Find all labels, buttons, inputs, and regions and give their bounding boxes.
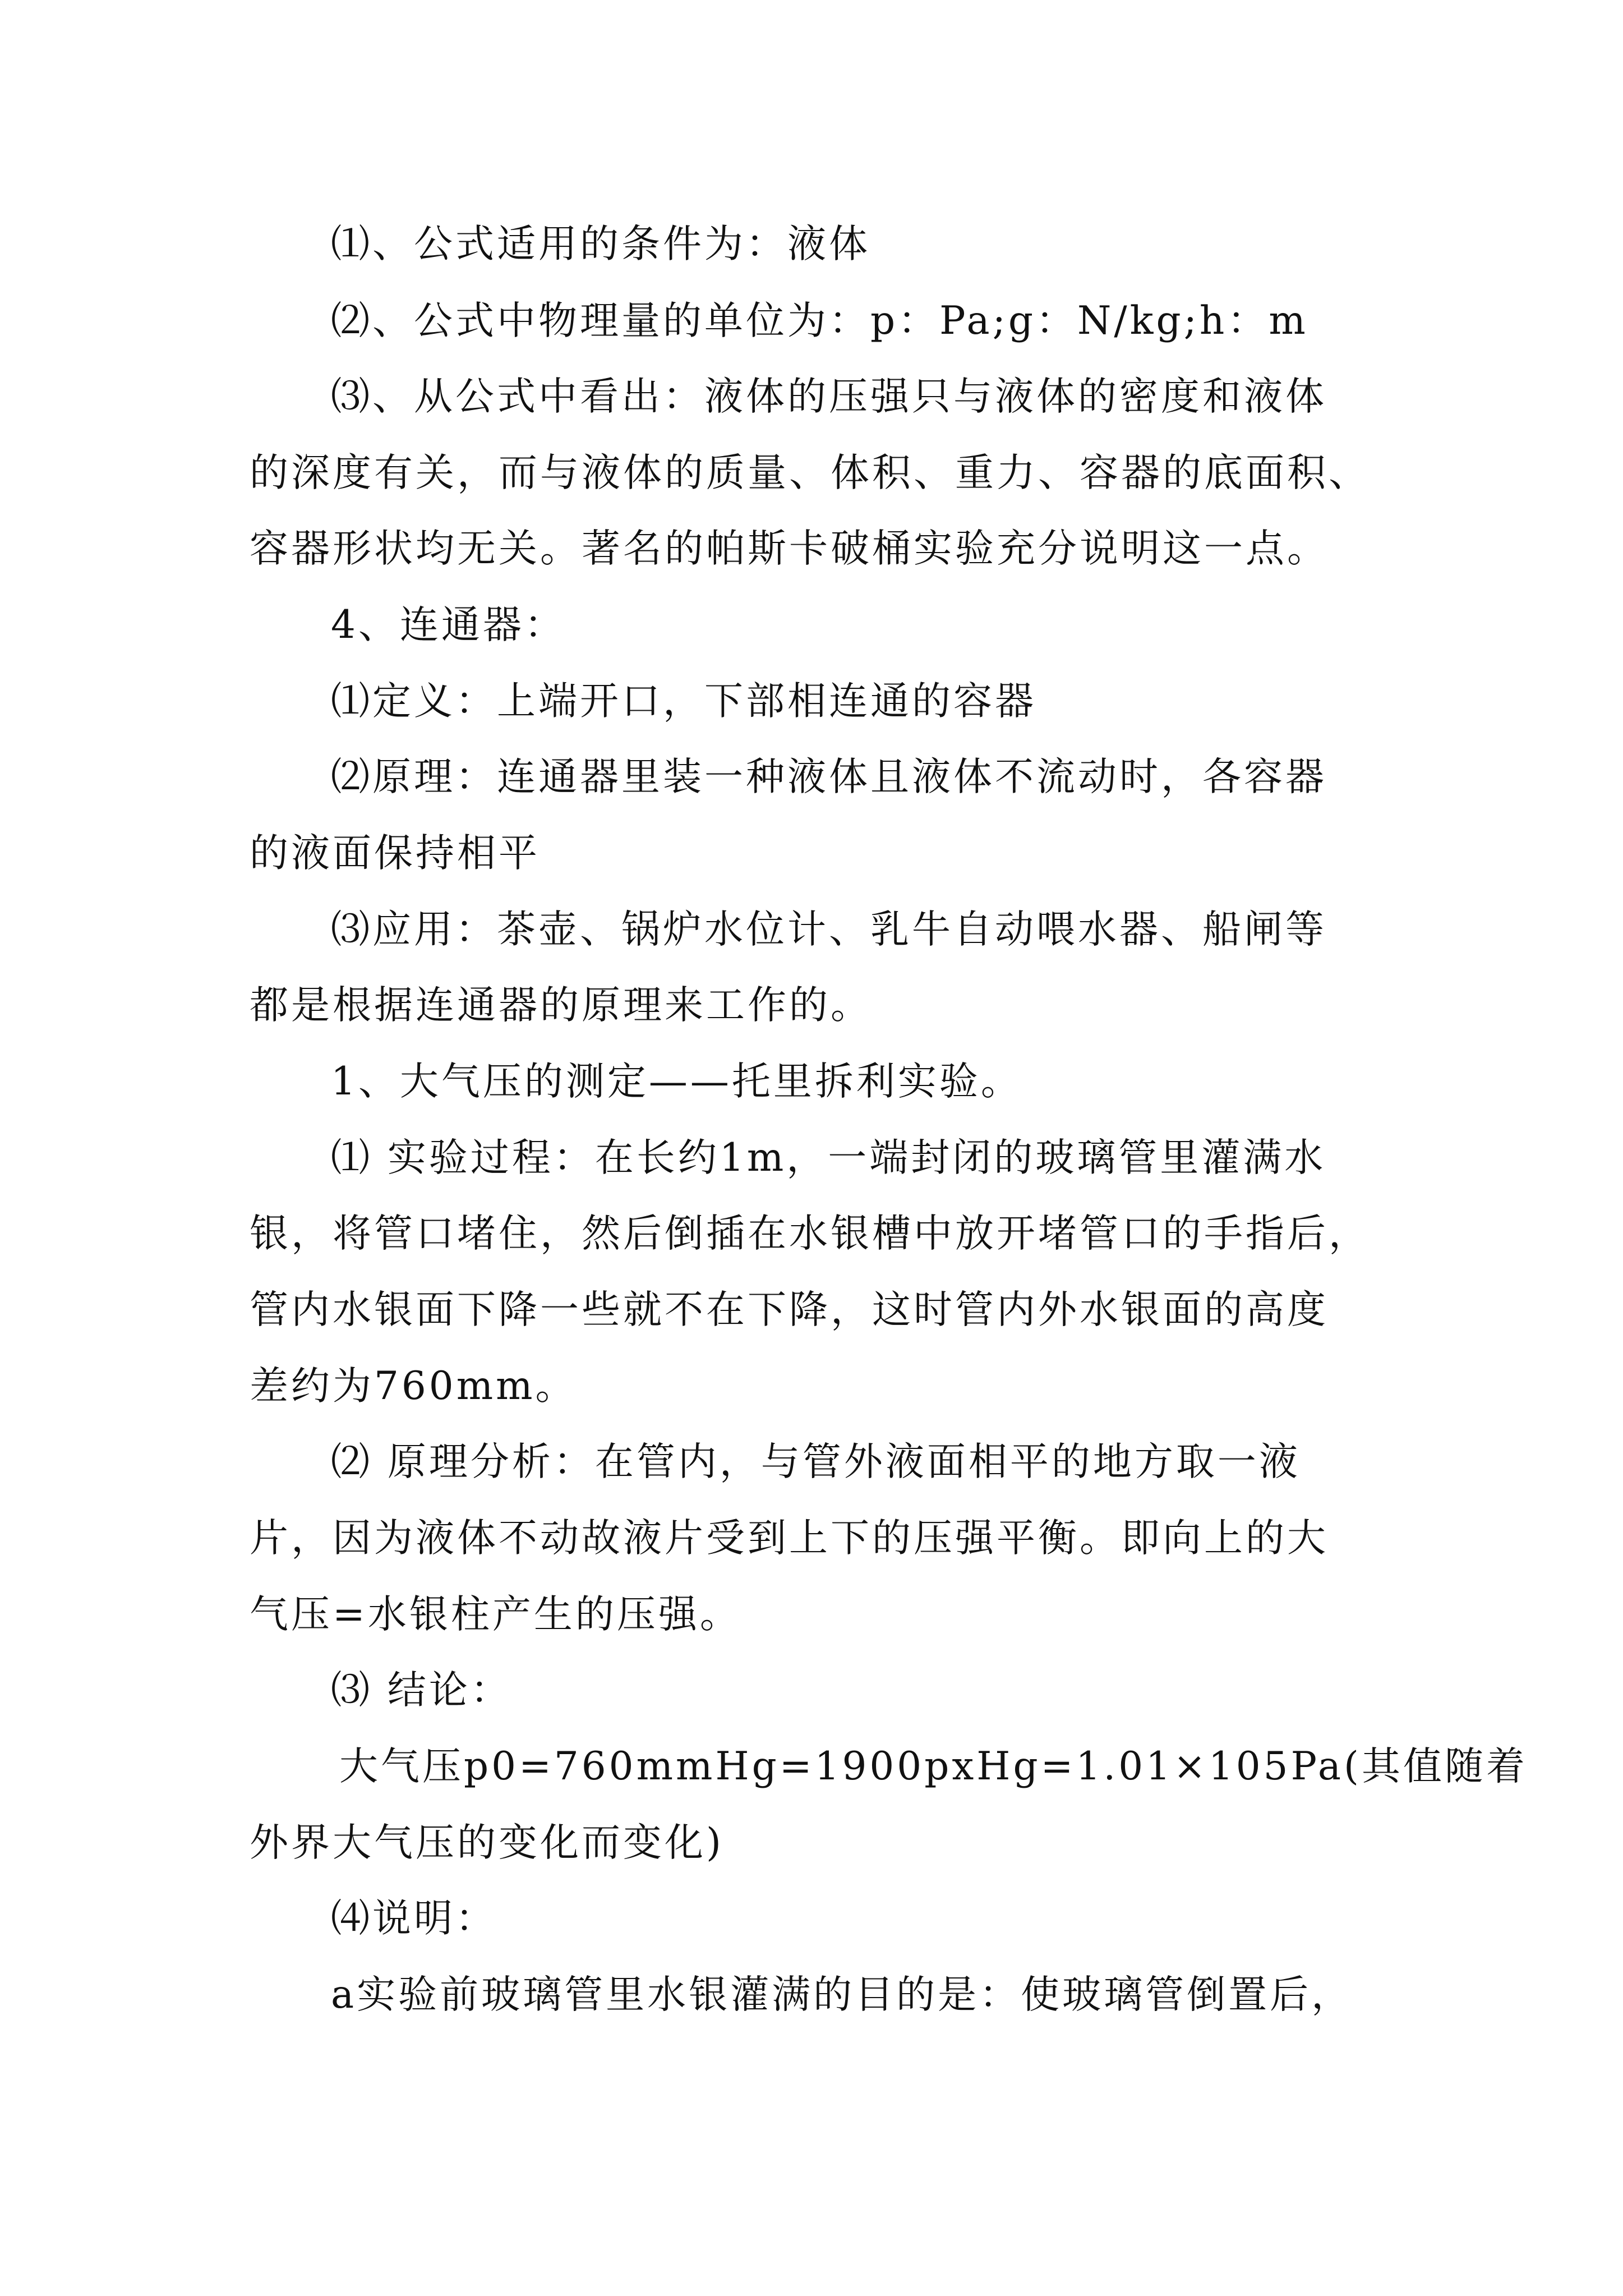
text-line: 外界大气压的变化而变化) [250,1820,724,1865]
text-line: 大气压p0=760mmHg=1900pxHg=1.01×105Pa(其值随着 [339,1744,1528,1789]
text-line: 气压=水银柱产生的压强。 [250,1592,741,1637]
text-line: a实验前玻璃管里水银灌满的目的是：使玻璃管倒置后， [331,1972,1353,2017]
text-line: ⑵原理：连通器里装一种液体且液体不流动时，各容器 [331,754,1327,799]
text-line: ⑶、从公式中看出：液体的压强只与液体的密度和液体 [331,374,1327,419]
text-line: 的液面保持相平 [250,831,540,876]
text-line: 银，将管口堵住，然后倒插在水银槽中放开堵管口的手指后， [250,1211,1370,1256]
text-line: 的深度有关，而与液体的质量、体积、重力、容器的底面积、 [250,450,1370,495]
text-line: 管内水银面下降一些就不在下降，这时管内外水银面的高度 [250,1287,1329,1332]
text-line: ⑵、公式中物理量的单位为：p：Pa;g：N/kg;h：m [331,298,1308,343]
text-line: 都是根据连通器的原理来工作的。 [250,983,872,1028]
text-line: 4、连通器： [331,602,566,647]
text-line: ⑶ 结论： [331,1668,512,1713]
text-line: ⑵ 原理分析：在管内，与管外液面相平的地方取一液 [331,1439,1301,1484]
text-line: 差约为760mm。 [250,1364,577,1409]
text-line: 片，因为液体不动故液片受到上下的压强平衡。即向上的大 [250,1516,1329,1561]
text-line: ⑴ 实验过程：在长约1m，一端封闭的玻璃管里灌满水 [331,1135,1326,1180]
text-line: 容器形状均无关。著名的帕斯卡破桶实验充分说明这一点。 [250,526,1329,571]
text-line: 1、大气压的测定——托里拆利实验。 [331,1059,1022,1104]
text-line: ⑷说明： [331,1896,497,1941]
text-line: ⑴、公式适用的条件为：液体 [331,222,870,266]
text-line: ⑴定义：上端开口，下部相连通的容器 [331,679,1036,724]
text-line: ⑶应用：茶壶、锅炉水位计、乳牛自动喂水器、船闸等 [331,907,1327,952]
